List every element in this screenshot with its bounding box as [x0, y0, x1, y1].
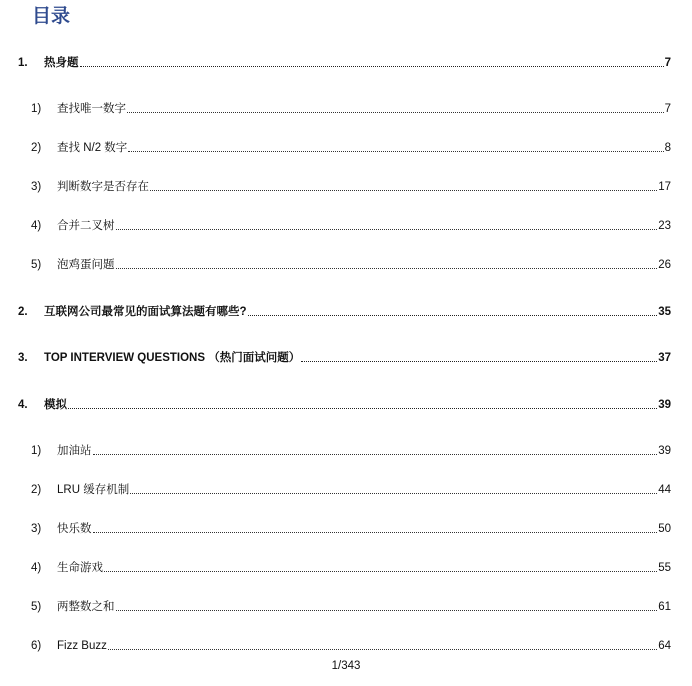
toc-entry-number: 5) — [31, 601, 42, 613]
dot-leader — [104, 570, 657, 572]
toc-entry-game-of-life[interactable] — [31, 560, 671, 576]
dot-leader — [93, 531, 658, 533]
toc-entry-gas-station[interactable] — [31, 443, 671, 459]
toc-entry-number: 2) — [31, 484, 42, 496]
toc-entry-number: 3) — [31, 523, 42, 535]
toc-entry-page: 55 — [658, 562, 671, 574]
dot-leader — [80, 65, 664, 67]
toc-entry-label: 生命游戏 — [57, 562, 103, 574]
toc-entry-page: 35 — [658, 306, 671, 318]
toc-entry-label: Fizz Buzz — [57, 640, 107, 652]
toc-entry-number: 1. — [18, 57, 28, 69]
toc-entry-page: 39 — [658, 445, 671, 457]
dot-leader — [301, 360, 657, 362]
toc-entry-page: 50 — [658, 523, 671, 535]
toc-entry-page: 17 — [658, 181, 671, 193]
dot-leader — [116, 267, 658, 269]
dot-leader — [68, 407, 657, 409]
toc-entry-number: 4. — [18, 399, 28, 411]
toc-entry-number: 4) — [31, 562, 42, 574]
toc-entry-label: TOP INTERVIEW QUESTIONS （热门面试问题） — [44, 352, 301, 364]
toc-entry-number-exists[interactable] — [31, 179, 671, 195]
toc-entry-page: 26 — [658, 259, 671, 271]
toc-entry-warmup[interactable] — [18, 55, 671, 71]
toc-title: 目录 — [32, 6, 71, 27]
toc-entry-number: 2) — [31, 142, 42, 154]
toc-entry-label: 合并二叉树 — [57, 220, 115, 232]
toc-entry-page: 61 — [658, 601, 671, 613]
dot-leader — [93, 453, 658, 455]
toc-entry-page: 8 — [664, 142, 671, 154]
toc-entry-label: 快乐数 — [57, 523, 92, 535]
toc-entry-number: 4) — [31, 220, 42, 232]
toc-entry-label: 模拟 — [44, 399, 67, 411]
toc-entry-label: 互联网公司最常见的面试算法题有哪些? — [44, 306, 247, 318]
toc-entry-label: 泡鸡蛋问题 — [57, 259, 115, 271]
toc-entry-number: 5) — [31, 259, 42, 271]
toc-entry-label: 判断数字是否存在 — [57, 181, 149, 193]
dot-leader — [128, 150, 663, 152]
page-indicator: 1/343 — [331, 660, 361, 672]
toc-entry-page: 7 — [664, 57, 671, 69]
toc-entry-page: 23 — [658, 220, 671, 232]
dot-leader — [116, 609, 658, 611]
toc-entry-page: 64 — [658, 640, 671, 652]
toc-entry-fizz-buzz[interactable] — [31, 638, 671, 654]
toc-entry-find-unique-number[interactable] — [31, 101, 671, 117]
toc-entry-simulation[interactable] — [18, 397, 671, 413]
toc-entry-page: 7 — [664, 103, 671, 115]
dot-leader — [116, 228, 658, 230]
dot-leader — [127, 111, 664, 113]
toc-entry-find-n2-number[interactable] — [31, 140, 671, 156]
toc-entry-sum-of-two-integers[interactable] — [31, 599, 671, 615]
toc-entry-common-interview-questions[interactable] — [18, 304, 671, 320]
dot-leader — [150, 189, 657, 191]
toc-entry-number: 6) — [31, 640, 42, 652]
toc-entry-number: 3. — [18, 352, 28, 364]
toc-entry-label: 查找 N/2 数字 — [57, 142, 128, 154]
dot-leader — [108, 648, 657, 650]
dot-leader — [248, 314, 658, 316]
dot-leader — [130, 492, 657, 494]
toc-entry-happy-number[interactable] — [31, 521, 671, 537]
toc-entry-page: 39 — [658, 399, 671, 411]
toc-entry-page: 37 — [658, 352, 671, 364]
toc-entry-label: 热身题 — [44, 57, 79, 69]
toc-entry-label: LRU 缓存机制 — [57, 484, 130, 496]
toc-entry-label: 两整数之和 — [57, 601, 115, 613]
toc-entry-top-interview-questions[interactable] — [18, 350, 671, 366]
toc-entry-number: 1) — [31, 103, 42, 115]
toc-entry-label: 查找唯一数字 — [57, 103, 126, 115]
toc-entry-label: 加油站 — [57, 445, 92, 457]
toc-entry-lru-cache[interactable] — [31, 482, 671, 498]
toc-entry-number: 1) — [31, 445, 42, 457]
toc-entry-egg-problem[interactable] — [31, 257, 671, 273]
toc-entry-number: 3) — [31, 181, 42, 193]
toc-entry-merge-binary-trees[interactable] — [31, 218, 671, 234]
toc-entry-number: 2. — [18, 306, 28, 318]
toc-entry-page: 44 — [658, 484, 671, 496]
